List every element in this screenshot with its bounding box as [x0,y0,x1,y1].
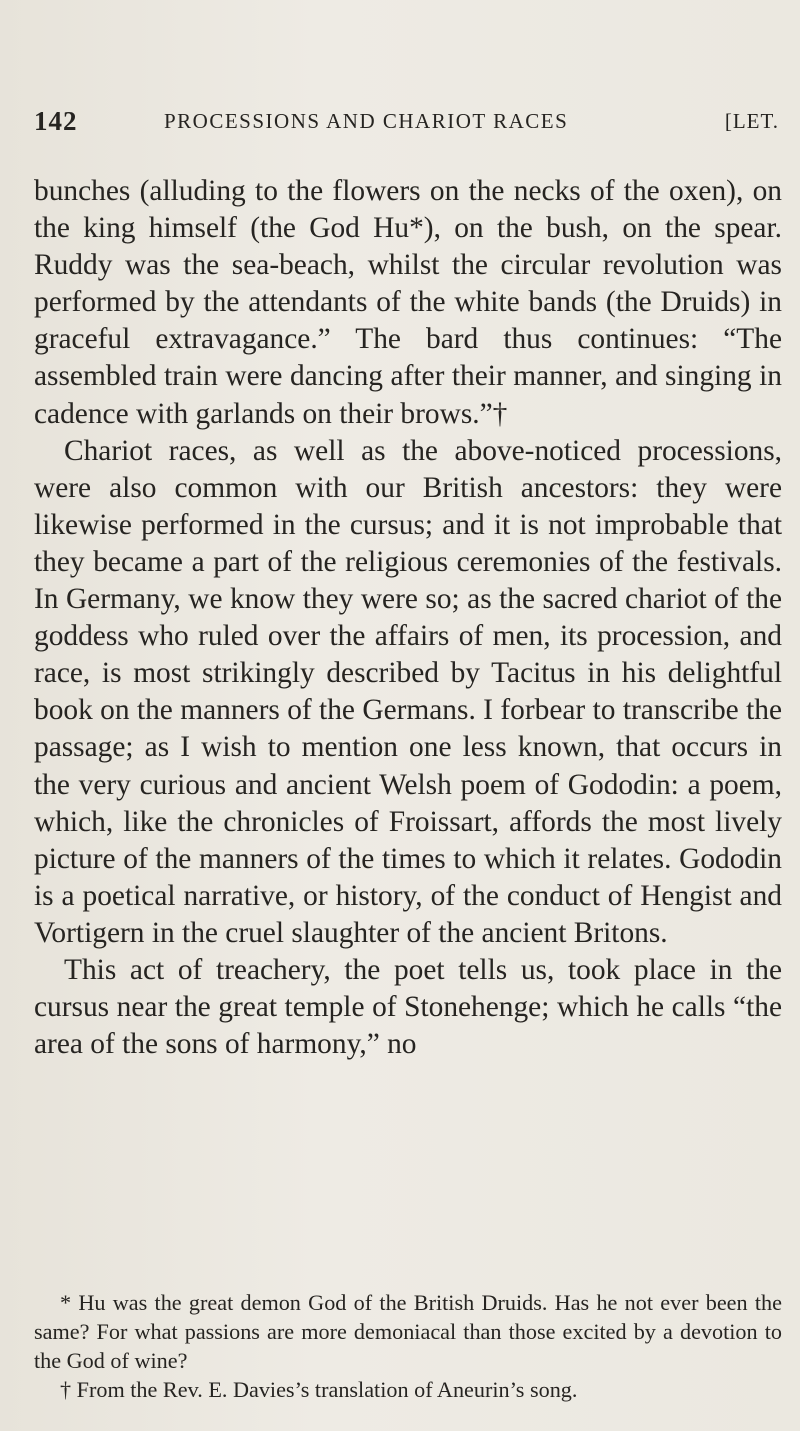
footnotes [34,1288,782,1404]
running-head: PROCESSIONS AND CHARIOT RACES [164,109,569,133]
footnote-1: * Hu was the great demon God of the British Druids. Has he not ever been the same? For what passions are more demoniacal than those excited by a devotion to the God of wine? [34,1290,782,1373]
chapter-mark: [LET. [724,109,779,133]
paragraph-3: This act of treachery, the poet tells us, took place in the cursus near the great temple of Stonehenge; which he calls “the area of the sons of harmony,” no [34,953,782,1061]
body-text [34,173,782,1063]
page-header [34,106,779,140]
paragraph-1: bunches (alluding to the flowers on the necks of the oxen), on the king himself (the God Hu*), on the bush, on the spear. Ruddy was the sea-beach, whilst the circular revolution was performed by the attendants of the white bands (the Druids) in graceful extravagance.” The bard thus continues: “The assembled train were dancing after their manner, and singing in cadence with garlands on their brows.”† [34,175,782,430]
footnote-2: † From the Rev. E. Davies’s translation of Aneurin’s song. [60,1377,578,1402]
paragraph-2: Chariot races, as well as the above-noticed processions, were also common with our British ancestors: they were likewise performed in the cursus; and it is not improbable that they became a part of the religious ceremonies of the festivals. In Germany, we know they were so; as the sacred chariot of the goddess who ruled over the affairs of men, its procession, and race, is most strikingly described by Tacitus in his delightful book on the manners of the Germans. I forbear to transcribe the passage; as I wish to mention one less known, that occurs in the very curious and ancient Welsh poem of Gododin: a poem, which, like the chronicles of Froissart, affords the most lively picture of the manners of the times to which it relates. Gododin is a poetical narrative, or history, of the conduct of Hengist and Vortigern in the cruel slaughter of the ancient Britons. [34,434,782,949]
page-number: 142 [34,106,78,136]
